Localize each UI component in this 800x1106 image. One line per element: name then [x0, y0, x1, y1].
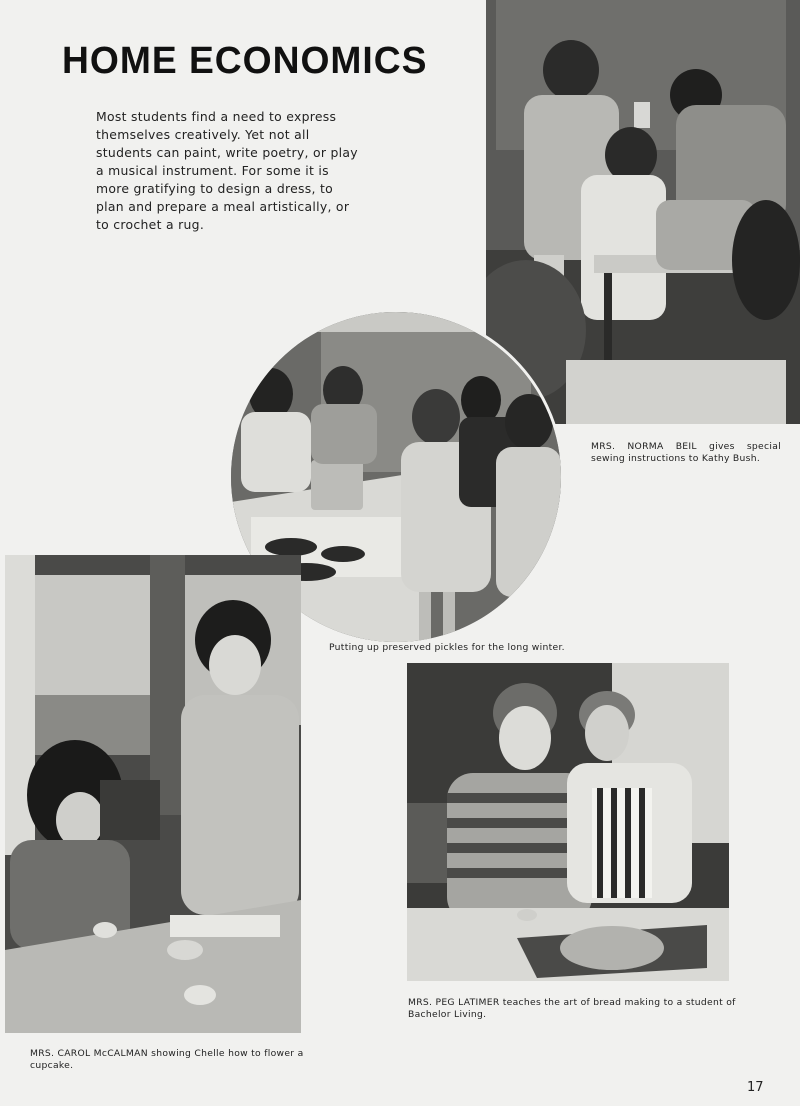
bread-photo-caption: MRS. PEG LATIMER teaches the art of bread making to a student of Bachelor Living. — [408, 997, 736, 1020]
page-number: 17 — [747, 1080, 764, 1095]
intro-paragraph: Most students find a need to express themselves creatively. Yet not all students can paint, write poetry, or play a musical instrument. For some it is more gratifying to design a dress, to plan and prepare a meal artistically, or to crochet a rug. — [96, 109, 358, 232]
cupcake-photo-caption: MRS. CAROL McCALMAN showing Chelle how to flower a cupcake. — [30, 1048, 304, 1071]
bread-making-photo — [407, 663, 729, 981]
page-title: HOME ECONOMICS — [62, 40, 428, 82]
sewing-photo-caption: MRS. NORMA BEIL gives special sewing instructions to Kathy Bush. — [591, 441, 781, 464]
pickles-photo-caption: Putting up preserved pickles for the long winter. — [329, 642, 565, 653]
sewing-class-photo — [486, 0, 800, 424]
cupcake-photo — [5, 555, 301, 1033]
